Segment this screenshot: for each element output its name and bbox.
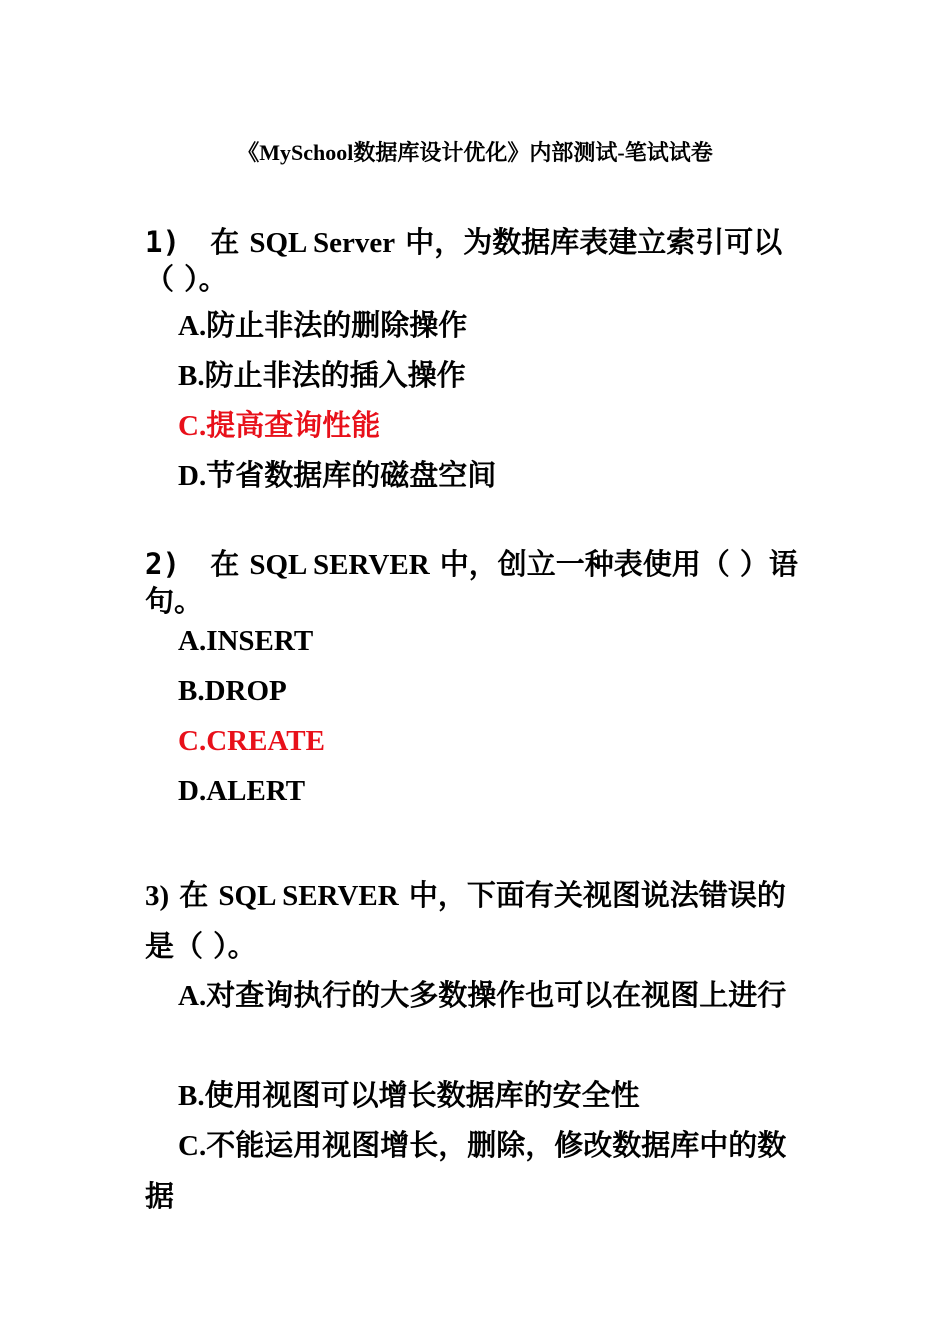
option-text: 防止非法的删除操作: [206, 308, 468, 342]
question-1: [145, 224, 807, 297]
question-3: [145, 870, 807, 971]
option-text: 对查询执行的大多数操作也可以在视图上进行: [206, 978, 787, 1012]
option-c-correct: [178, 403, 380, 444]
option-letter: B.: [178, 1080, 205, 1112]
question-text-rest: 中，为数据库表建立索引可以（ ）。: [145, 225, 783, 296]
option-letter: D.: [178, 460, 207, 492]
option-text: ALERT: [206, 775, 306, 807]
option-a: [145, 970, 807, 1021]
option-text: INSERT: [206, 625, 314, 657]
option-letter: A.: [178, 980, 207, 1012]
option-c: [145, 1120, 807, 1221]
option-text: 不能运用视图增长，删除，修改数据库中的数据: [145, 1128, 787, 1213]
question-2: [145, 546, 807, 619]
option-text: 节省数据库的磁盘空间: [206, 458, 497, 492]
question-text-latin: SQL SERVER: [218, 880, 399, 912]
question-number: 3): [145, 880, 170, 912]
option-d: [178, 453, 496, 494]
option-b: [145, 1070, 807, 1121]
option-letter: A.: [178, 625, 207, 657]
option-a: [178, 303, 467, 344]
option-c-correct: [178, 723, 325, 758]
option-letter: D.: [178, 775, 207, 807]
question-text-rest: 中，下面有关视图说法错误的是（ ）。: [145, 878, 786, 963]
option-letter: A.: [178, 310, 207, 342]
page-title: 《MySchool数据库设计优化》内部测试-笔试试卷: [237, 140, 713, 165]
option-text: 提高查询性能: [206, 408, 381, 442]
option-a: [178, 623, 313, 658]
question-text-prefix: 在: [210, 225, 240, 259]
option-text: CREATE: [206, 725, 325, 757]
option-letter: C.: [178, 410, 207, 442]
question-text-prefix: 在: [179, 878, 209, 912]
option-letter: B.: [178, 675, 205, 707]
option-d: [178, 773, 305, 808]
option-b: [178, 673, 287, 708]
option-letter: C.: [178, 725, 207, 757]
option-text: DROP: [204, 675, 287, 707]
question-text-rest: 中，创立一种表使用（ ）语句。: [145, 547, 798, 618]
option-b: [178, 353, 466, 394]
question-text-latin: SQL SERVER: [249, 549, 430, 581]
question-number: 1): [145, 225, 180, 259]
question-text-prefix: 在: [210, 547, 240, 581]
question-text-latin: SQL Server: [249, 227, 396, 259]
question-number: 2): [145, 547, 180, 581]
option-text: 使用视图可以增长数据库的安全性: [204, 1078, 640, 1112]
option-letter: C.: [178, 1130, 207, 1162]
option-text: 防止非法的插入操作: [204, 358, 466, 392]
option-letter: B.: [178, 360, 205, 392]
